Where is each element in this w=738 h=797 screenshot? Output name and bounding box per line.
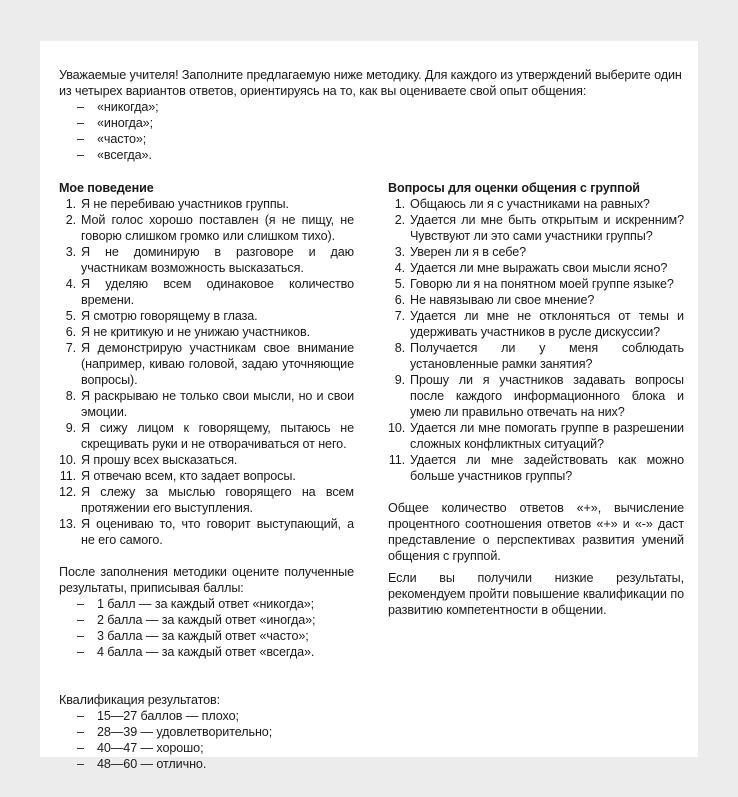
spacer bbox=[59, 660, 354, 676]
list-item: 13. Я оцениваю то, что говорит выступающий, а не его самого. bbox=[59, 517, 354, 547]
spacer bbox=[388, 484, 684, 500]
list-item: – 48—60 — отлично. bbox=[77, 757, 207, 771]
list-item: 3. Уверен ли я в себе? bbox=[394, 245, 527, 259]
left-column bbox=[59, 180, 354, 772]
list-item: 7. Удается ли мне не отклоняться от темы и удерживать участников в русле дискуссии? bbox=[394, 309, 684, 339]
list-item: – 1 балл — за каждый ответ «никогда»; bbox=[77, 597, 315, 611]
document-page bbox=[40, 41, 698, 771]
behavior-title: Мое поведение bbox=[59, 181, 154, 195]
summary-paragraph-1: Общее количество ответов «+», вычисление процентного соотношения ответов «+» и «-» даст представление о перспективах развития умений общения с группой. bbox=[388, 501, 684, 563]
list-item: 8. Я раскрываю не только свои мысли, но и свои эмоции. bbox=[65, 389, 354, 419]
list-item: – 3 балла — за каждый ответ «часто»; bbox=[77, 629, 309, 643]
list-item: – «всегда». bbox=[77, 148, 152, 162]
dash-bullet: – bbox=[77, 132, 84, 146]
scoring-list bbox=[59, 596, 354, 660]
list-item: 2. Удается ли мне быть открытым и искренним? Чувствуют ли это сами участники группы? bbox=[394, 213, 684, 243]
dash-bullet: – bbox=[77, 741, 84, 755]
list-item: – «иногда»; bbox=[77, 116, 153, 130]
list-item: – «часто»; bbox=[77, 132, 147, 146]
dash-bullet: – bbox=[77, 725, 84, 739]
list-item: 5. Я смотрю говорящему в глаза. bbox=[65, 309, 258, 323]
scoring-text: После заполнения методики оцените полученные результаты, приписывая баллы: bbox=[59, 565, 354, 595]
spacer bbox=[59, 676, 354, 692]
list-item: 11. Я отвечаю всем, кто задает вопросы. bbox=[59, 469, 296, 483]
list-item: 6. Я не критикую и не унижаю участников. bbox=[65, 325, 311, 339]
qualification-list bbox=[59, 708, 354, 772]
group-questions-title: Вопросы для оценки общения с группой bbox=[388, 181, 640, 195]
list-item: 1. Я не перебиваю участников группы. bbox=[65, 197, 289, 211]
dash-bullet: – bbox=[77, 148, 84, 162]
right-column bbox=[388, 180, 684, 618]
list-item: 3. Я не доминирую в разговоре и даю участникам возможность высказаться. bbox=[65, 245, 354, 275]
dash-bullet: – bbox=[77, 100, 84, 114]
list-item: 9. Прошу ли я участников задавать вопросы после каждого информационного блока и умею ли правильно отвечать на них? bbox=[394, 373, 684, 419]
dash-bullet: – bbox=[77, 597, 84, 611]
list-item: 7. Я демонстрирую участникам свое внимание (например, киваю головой, задаю уточняющие вопросы). bbox=[65, 341, 354, 387]
summary-paragraph-2: Если вы получили низкие результаты, рекомендуем пройти повышение квалификации по развитию компетентности в общении. bbox=[388, 571, 684, 617]
list-item: 2. Мой голос хорошо поставлен (я не пищу, не говорю слишком громко или слишком тихо). bbox=[65, 213, 354, 243]
qualification-title: Квалификация результатов: bbox=[59, 693, 221, 707]
list-item: 12. Я слежу за мыслью говорящего на всем протяжении его выступления. bbox=[59, 485, 354, 515]
list-item: – 15—27 баллов — плохо; bbox=[77, 709, 239, 723]
list-item: 4. Я уделяю всем одинаковое количество времени. bbox=[65, 277, 354, 307]
behavior-list bbox=[59, 196, 354, 548]
list-item: 1. Общаюсь ли я с участниками на равных? bbox=[394, 197, 650, 211]
group-questions-list bbox=[388, 196, 684, 484]
list-item: – 4 балла — за каждый ответ «всегда». bbox=[77, 645, 315, 659]
list-item: 6. Не навязываю ли свое мнение? bbox=[394, 293, 595, 307]
list-item: 10. Я прошу всех высказаться. bbox=[59, 453, 238, 467]
dash-bullet: – bbox=[77, 613, 84, 627]
list-item: – «никогда»; bbox=[77, 100, 159, 114]
intro-section bbox=[59, 67, 689, 163]
list-item: – 40—47 — хорошо; bbox=[77, 741, 204, 755]
dash-bullet: – bbox=[77, 645, 84, 659]
intro-text: Уважаемые учителя! Заполните предлагаемую ниже методику. Для каждого из утверждений выберите один из четырех вариантов ответов, ориентируясь на то, как вы оцениваете свой опыт общения: bbox=[59, 68, 682, 98]
dash-bullet: – bbox=[77, 116, 84, 130]
list-item: 11. Удается ли мне задействовать как можно больше участников группы? bbox=[388, 453, 684, 483]
dash-bullet: – bbox=[77, 629, 84, 643]
list-item: 5. Говорю ли я на понятном моей группе языке? bbox=[394, 277, 674, 291]
answer-options-list bbox=[59, 99, 689, 163]
dash-bullet: – bbox=[77, 757, 84, 771]
list-item: 9. Я сижу лицом к говорящему, пытаюсь не скрещивать руки и не отворачиваться от него. bbox=[65, 421, 354, 451]
dash-bullet: – bbox=[77, 709, 84, 723]
spacer bbox=[59, 548, 354, 564]
list-item: 8. Получается ли у меня соблюдать установленные рамки занятия? bbox=[394, 341, 684, 371]
list-item: 10. Удается ли мне помогать группе в разрешении сложных конфликтных ситуаций? bbox=[388, 421, 684, 451]
list-item: – 28—39 — удовлетворительно; bbox=[77, 725, 273, 739]
list-item: 4. Удается ли мне выражать свои мысли ясно? bbox=[394, 261, 668, 275]
list-item: – 2 балла — за каждый ответ «иногда»; bbox=[77, 613, 316, 627]
